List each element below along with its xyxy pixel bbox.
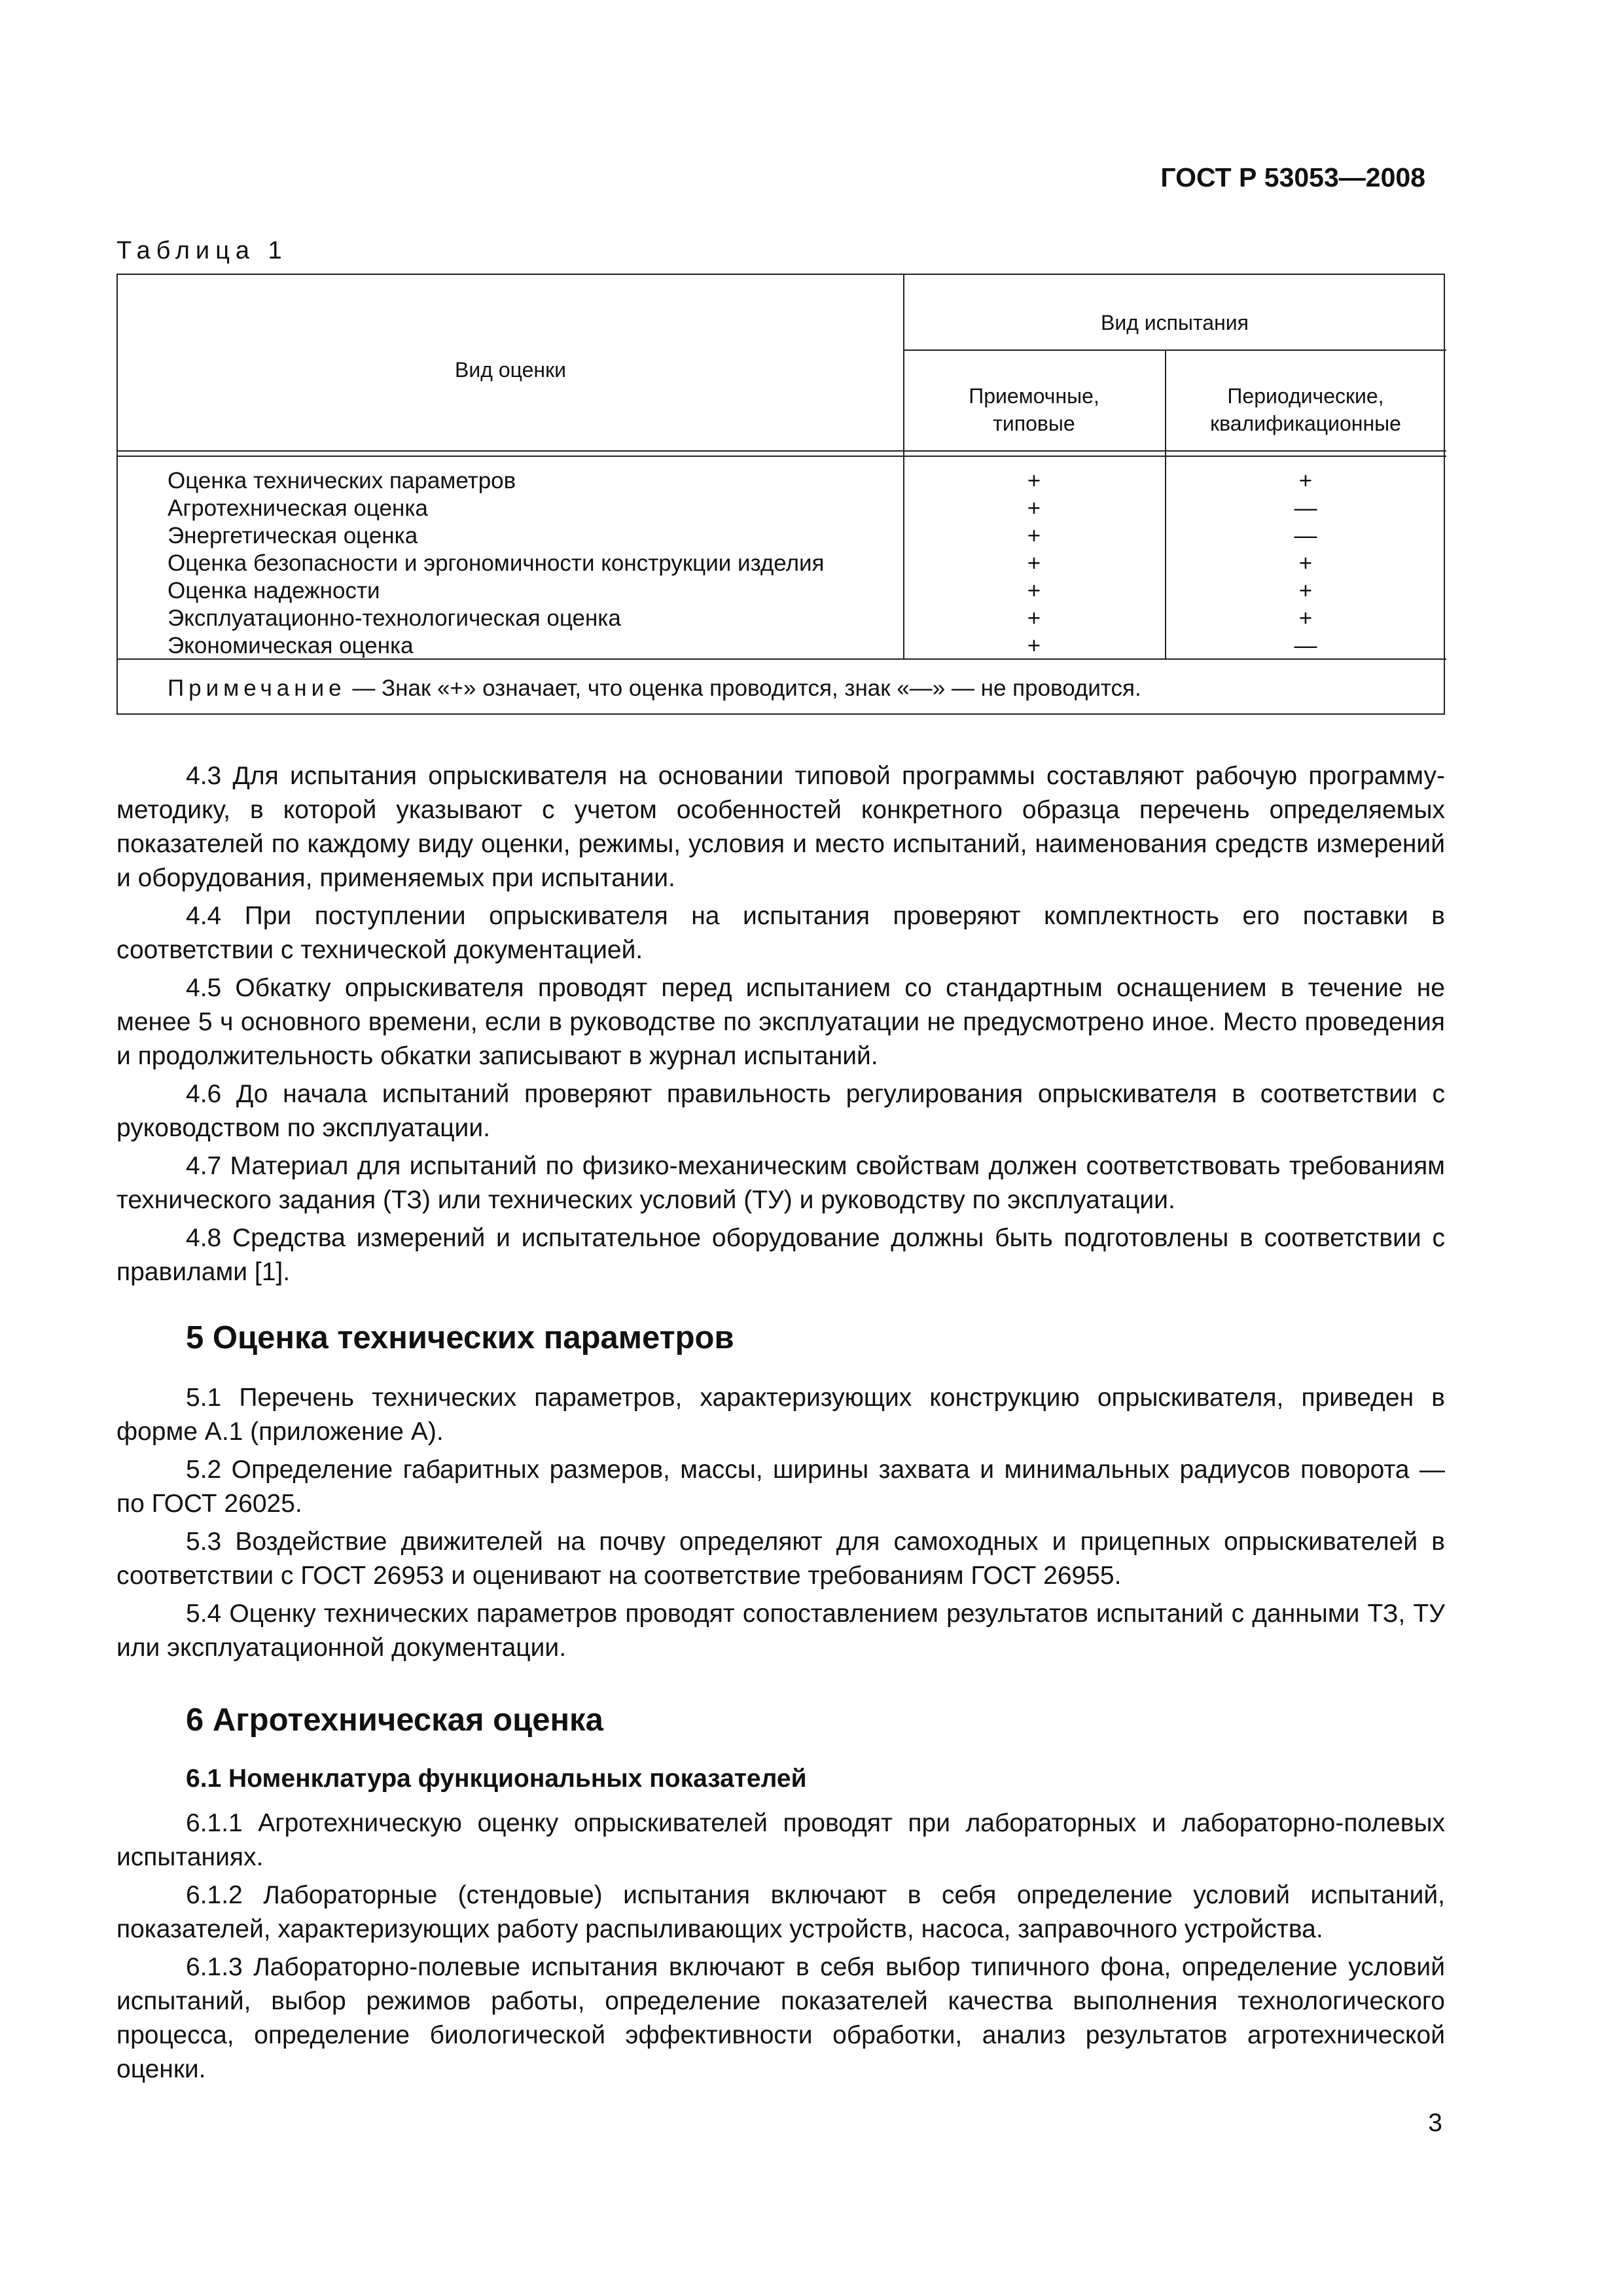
table-row-name: Энергетическая оценка xyxy=(168,523,418,548)
table-row-name: Оценка технических параметров xyxy=(168,468,516,493)
paragraph-5-1: 5.1 Перечень технических параметров, характеризующих конструкцию опрыскивателя, приведен в форме А.1 (приложение А). xyxy=(116,1384,1445,1446)
table-row-name: Агротехническая оценка xyxy=(168,495,428,521)
paragraph-4-7: 4.7 Материал для испытаний по физико-механическим свойствам должен соответствовать требованиям технического задания (ТЗ) или технических условий (ТУ) и руководству по эксплуатации. xyxy=(116,1152,1445,1214)
table-cell-mark: — xyxy=(1294,523,1317,548)
table-cell-mark: + xyxy=(1027,633,1041,658)
assessment-list xyxy=(168,467,825,660)
table-cell-mark: — xyxy=(1294,495,1317,521)
table-row-name: Эксплуатационно-технологическая оценка xyxy=(168,605,621,631)
paragraph-4-8: 4.8 Средства измерений и испытательное оборудование должны быть подготовлены в соответствии с правилами [1]. xyxy=(116,1224,1445,1286)
note-label: Примечание xyxy=(168,675,346,701)
section-6-body xyxy=(116,1806,1445,2090)
section-6-heading: 6 Агротехническая оценка xyxy=(186,1702,603,1738)
table-cell-mark: + xyxy=(1027,523,1041,548)
table-cell-mark: + xyxy=(1298,550,1313,576)
paragraph-4-3: 4.3 Для испытания опрыскивателя на основании типовой программы составляют рабочую программу-методику, в которой указывают с учетом особенностей конкретного образца перечень определяемых показателей по каждому виду оценки, режимы, условия и место испытаний, наименования средств измерений и оборудования, применяемых при испытании. xyxy=(116,762,1445,892)
table-cell-mark: — xyxy=(1294,633,1317,658)
paragraph-5-3: 5.3 Воздействие движителей на почву определяют для самоходных и прицепных опрыскивателей в соответствии с ГОСТ 26953 и оценивают на соответствие требованиям ГОСТ 26955. xyxy=(116,1528,1445,1590)
table-cell-mark: + xyxy=(1027,578,1041,603)
table-cell-mark: + xyxy=(1298,605,1313,631)
table-cell-mark: + xyxy=(1298,578,1313,603)
paragraph-4-5: 4.5 Обкатку опрыскивателя проводят перед испытанием со стандартным оснащением в течение не менее 5 ч основного времени, если в руководстве по эксплуатации не предусмотрено иное. Место проведения и продолжительность обкатки записывают в журнал испытаний. xyxy=(116,974,1445,1070)
acceptance-marks xyxy=(903,467,1165,660)
section-4-body xyxy=(116,759,1445,1293)
table-cell-mark: + xyxy=(1027,550,1041,576)
table-row-name: Экономическая оценка xyxy=(168,633,414,658)
paragraph-4-4: 4.4 При поступлении опрыскивателя на испытания проверяют комплектность его поставки в соответствии с технической документацией. xyxy=(116,902,1445,964)
section-5-heading: 5 Оценка технических параметров xyxy=(186,1320,734,1355)
header-test-type: Вид испытания xyxy=(1101,311,1249,334)
table-note xyxy=(168,675,1141,702)
note-text: — Знак «+» означает, что оценка проводится, знак «—» — не проводится. xyxy=(346,675,1141,701)
table-cell-mark: + xyxy=(1027,605,1041,631)
table-divider xyxy=(118,450,1446,452)
assessment-table xyxy=(116,274,1445,715)
table-divider xyxy=(903,350,1446,351)
paragraph-6-1-3: 6.1.3 Лабораторно-полевые испытания включают в себя выбор типичного фона, определение условий испытаний, выбор режимов работы, определение показателей качества выполнения технологического процесса, определение биологической эффективности обработки, анализ результатов агротехнической оценки. xyxy=(116,1953,1445,2083)
paragraph-5-4: 5.4 Оценку технических параметров проводят сопоставлением результатов испытаний с данными ТЗ, ТУ или эксплуатационной документации. xyxy=(116,1600,1445,1662)
table-cell-mark: + xyxy=(1298,468,1313,493)
periodic-marks xyxy=(1165,467,1446,660)
table-cell-mark: + xyxy=(1027,468,1041,493)
paragraph-4-6: 4.6 До начала испытаний проверяют правильность регулирования опрыскивателя в соответствии с руководством по эксплуатации. xyxy=(116,1080,1445,1142)
document-code-header: ГОСТ Р 53053—2008 xyxy=(1160,162,1425,192)
header-acceptance: Приемочные, типовые xyxy=(969,384,1099,435)
table-cell-mark: + xyxy=(1027,495,1041,521)
table-caption: Таблица 1 xyxy=(116,237,288,264)
page-number: 3 xyxy=(1428,2109,1442,2137)
table-row-name: Оценка безопасности и эргономичности конструкции изделия xyxy=(168,550,825,576)
section-5-body xyxy=(116,1381,1445,1669)
paragraph-6-1-2: 6.1.2 Лабораторные (стендовые) испытания включают в себя определение условий испытаний, показателей, характеризующих работу распыливающих устройств, насоса, заправочного устройства. xyxy=(116,1881,1445,1943)
subsection-6-1-heading: 6.1 Номенклатура функциональных показателей xyxy=(186,1765,807,1793)
paragraph-6-1-1: 6.1.1 Агротехническую оценку опрыскивателей проводят при лабораторных и лабораторно-полевых испытаниях. xyxy=(116,1809,1445,1871)
table-row-name: Оценка надежности xyxy=(168,578,380,603)
header-periodic: Периодические, квалификационные xyxy=(1210,384,1401,435)
paragraph-5-2: 5.2 Определение габаритных размеров, массы, ширины захвата и минимальных радиусов поворота — по ГОСТ 26025. xyxy=(116,1456,1445,1518)
table-divider xyxy=(118,456,1446,457)
header-assessment-type: Вид оценки xyxy=(455,358,566,382)
